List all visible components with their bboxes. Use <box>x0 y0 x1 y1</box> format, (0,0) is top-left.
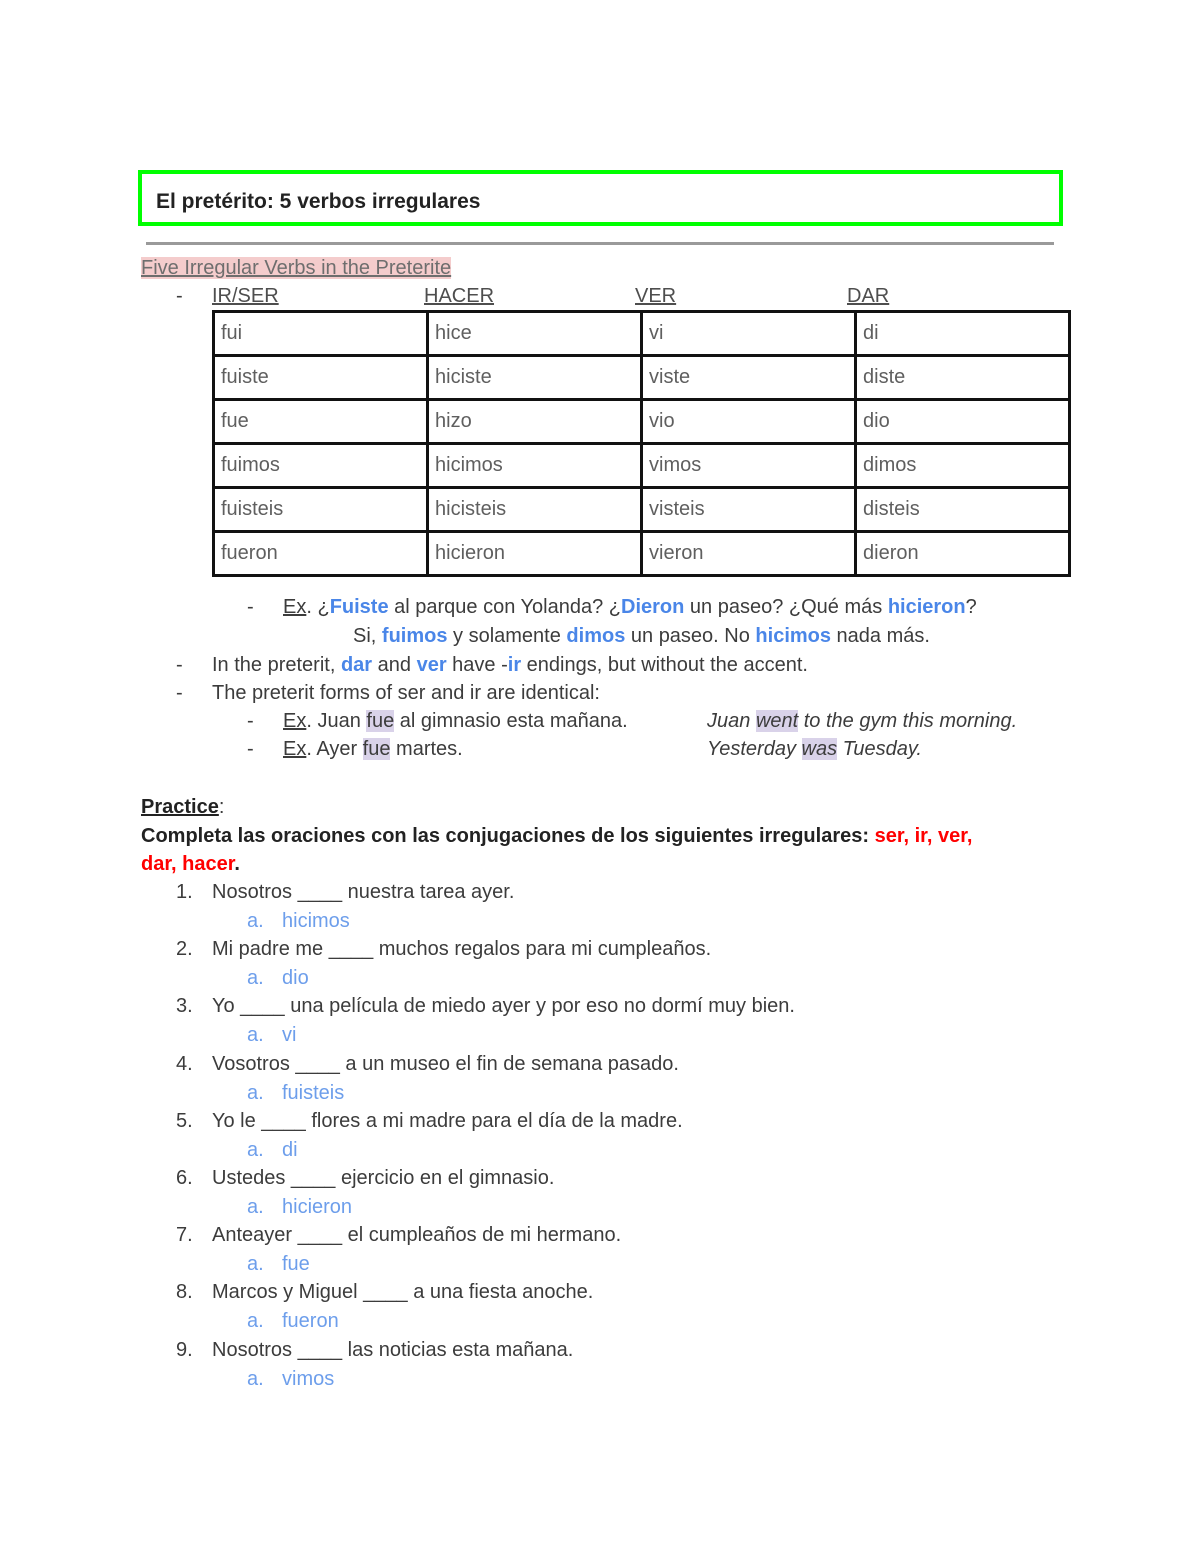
item-number: 6. <box>176 1167 193 1189</box>
table-cell: dio <box>856 400 1070 444</box>
item-number: 9. <box>176 1338 193 1361</box>
header-ir-ser: IR/SER <box>212 285 279 307</box>
practice-instructions-line1 <box>141 825 972 848</box>
practice-answer: fue <box>282 1253 310 1276</box>
ex-label: Ex <box>283 710 307 732</box>
answer-letter: a. <box>247 1138 264 1161</box>
practice-answer: di <box>282 1138 298 1161</box>
text: al parque con Yolanda? ¿ <box>388 596 622 618</box>
note-dar-ver <box>212 654 808 677</box>
table-cell: hiciste <box>428 356 642 400</box>
table-cell: diste <box>856 356 1070 400</box>
table-cell: fueron <box>214 532 428 576</box>
word-ver: ver <box>416 654 447 676</box>
table-cell: visteis <box>642 488 856 532</box>
text: y solamente <box>447 625 567 647</box>
text: al gimnasio esta mañana. <box>394 710 628 732</box>
text: martes. <box>390 738 463 760</box>
example-spanish-2 <box>283 738 463 761</box>
divider <box>146 242 1054 245</box>
table-cell: di <box>856 312 1070 356</box>
answer-letter: a. <box>247 1081 264 1104</box>
text: Si, <box>353 625 382 647</box>
practice-question: Vosotros ____ a un museo el fin de semana pasado. <box>212 1052 679 1075</box>
item-number: 1. <box>176 881 193 903</box>
text: endings, but without the accent. <box>521 654 808 676</box>
highlight-fue: fue <box>362 738 391 760</box>
ex-label: Ex <box>283 738 307 760</box>
table-row <box>214 488 1070 532</box>
table-cell: fuimos <box>214 444 428 488</box>
table-cell: dimos <box>856 444 1070 488</box>
dash-bullet: - <box>247 738 254 760</box>
highlight-went: went <box>755 710 799 732</box>
table-cell: hizo <box>428 400 642 444</box>
word-ir: ir <box>507 654 522 676</box>
verb-dimos: dimos <box>566 625 626 647</box>
practice-label: Practice <box>141 796 219 818</box>
verb-dieron: Dieron <box>621 596 685 618</box>
text: un paseo? ¿Qué más <box>684 596 888 618</box>
verb-fuimos: fuimos <box>381 625 448 647</box>
practice-question: Yo ____ una película de miedo ayer y por eso no dormí muy bien. <box>212 995 795 1018</box>
dash-bullet: - <box>176 285 183 307</box>
text: In the preterit, <box>212 654 341 676</box>
table-cell: vio <box>642 400 856 444</box>
text: . Ayer <box>306 738 363 760</box>
example-spanish-1 <box>283 710 628 733</box>
text: : <box>218 796 225 818</box>
text: . Juan <box>306 710 367 732</box>
table-cell: dieron <box>856 532 1070 576</box>
answer-letter: a. <box>247 967 264 990</box>
answer-letter: a. <box>247 1024 264 1047</box>
practice-answer: dio <box>282 967 309 990</box>
table-cell: hicimos <box>428 444 642 488</box>
dash-bullet: - <box>176 654 183 676</box>
practice-answer: vi <box>282 1024 297 1047</box>
text: ? <box>965 596 977 618</box>
table-cell: vi <box>642 312 856 356</box>
practice-answer: fueron <box>282 1310 339 1333</box>
practice-question: Ustedes ____ ejercicio en el gimnasio. <box>212 1167 555 1189</box>
table-row <box>214 400 1070 444</box>
dash-bullet: - <box>247 710 254 732</box>
verb-hicimos: hicimos <box>755 625 831 647</box>
dash-bullet: - <box>176 682 183 704</box>
text: Juan <box>707 710 756 732</box>
practice-question: Nosotros ____ nuestra tarea ayer. <box>212 881 515 903</box>
section-heading <box>141 257 451 280</box>
practice-heading <box>141 796 224 819</box>
table-cell: viste <box>642 356 856 400</box>
table-cell: vimos <box>642 444 856 488</box>
table-row <box>214 312 1070 356</box>
practice-answer: hicieron <box>282 1196 353 1218</box>
answer-letter: a. <box>247 1367 264 1390</box>
text: . ¿ <box>306 596 330 618</box>
practice-question: Anteayer ____ el cumpleaños de mi hermano. <box>212 1224 622 1247</box>
practice-question: Nosotros ____ las noticias esta mañana. <box>212 1338 574 1361</box>
item-number: 4. <box>176 1052 193 1075</box>
header-ver: VER <box>635 285 677 307</box>
text: nada más. <box>831 625 930 647</box>
word-dar: dar <box>340 654 373 676</box>
text: and <box>372 654 417 676</box>
table-row <box>214 444 1070 488</box>
table-cell: hicieron <box>428 532 642 576</box>
verb-fuiste: Fuiste <box>329 596 389 618</box>
example-english-2 <box>707 738 922 761</box>
page-title: El pretérito: 5 verbos irregulares <box>156 190 481 213</box>
title-box <box>138 170 1063 226</box>
ex-label: Ex <box>283 596 307 618</box>
example-answer <box>353 625 930 648</box>
table-cell: hicisteis <box>428 488 642 532</box>
example-english-1 <box>707 710 1017 733</box>
example-question <box>283 596 977 619</box>
header-dar: DAR <box>847 285 890 307</box>
dash-bullet: - <box>247 596 254 618</box>
text: Tuesday. <box>837 738 922 760</box>
item-number: 7. <box>176 1224 193 1247</box>
practice-question: Mi padre me ____ muchos regalos para mi cumpleaños. <box>212 938 712 961</box>
table-cell: disteis <box>856 488 1070 532</box>
practice-question: Yo le ____ flores a mi madre para el día de la madre. <box>212 1109 683 1132</box>
table-cell: hice <box>428 312 642 356</box>
table-cell: vieron <box>642 532 856 576</box>
text: un paseo. No <box>625 625 756 647</box>
table-row <box>214 532 1070 576</box>
highlight-fue: fue <box>366 710 395 732</box>
item-number: 8. <box>176 1281 193 1304</box>
item-number: 2. <box>176 938 193 961</box>
conjugation-table <box>212 310 1071 577</box>
table-cell: fuisteis <box>214 488 428 532</box>
text: Completa las oraciones con las conjugaciones de los siguientes irregulares: <box>141 825 875 847</box>
table-cell: fuiste <box>214 356 428 400</box>
practice-answer: vimos <box>282 1367 335 1390</box>
item-number: 3. <box>176 995 193 1018</box>
verb-list-red: ser, ir, ver, <box>874 825 973 847</box>
answer-letter: a. <box>247 1310 264 1333</box>
text: Yesterday <box>707 738 802 760</box>
text: have - <box>446 654 508 676</box>
verb-list-red: dar, hacer <box>141 853 235 875</box>
verb-hicieron: hicieron <box>887 596 966 618</box>
answer-letter: a. <box>247 1253 264 1276</box>
table-cell: fui <box>214 312 428 356</box>
practice-answer: hicimos <box>282 910 350 932</box>
subtitle: Five Irregular Verbs in the Preterite <box>141 257 452 279</box>
note-ser-ir: The preterit forms of ser and ir are identical: <box>212 682 600 704</box>
practice-question: Marcos y Miguel ____ a una fiesta anoche. <box>212 1281 594 1304</box>
item-number: 5. <box>176 1109 193 1132</box>
practice-instructions-line2 <box>141 853 240 876</box>
text: to the gym this morning. <box>798 710 1018 732</box>
text: . <box>234 853 240 875</box>
highlight-was: was <box>801 738 838 760</box>
answer-letter: a. <box>247 910 264 932</box>
table-row <box>214 356 1070 400</box>
practice-answer: fuisteis <box>282 1081 345 1104</box>
answer-letter: a. <box>247 1196 264 1218</box>
header-hacer: HACER <box>424 285 495 307</box>
table-cell: fue <box>214 400 428 444</box>
